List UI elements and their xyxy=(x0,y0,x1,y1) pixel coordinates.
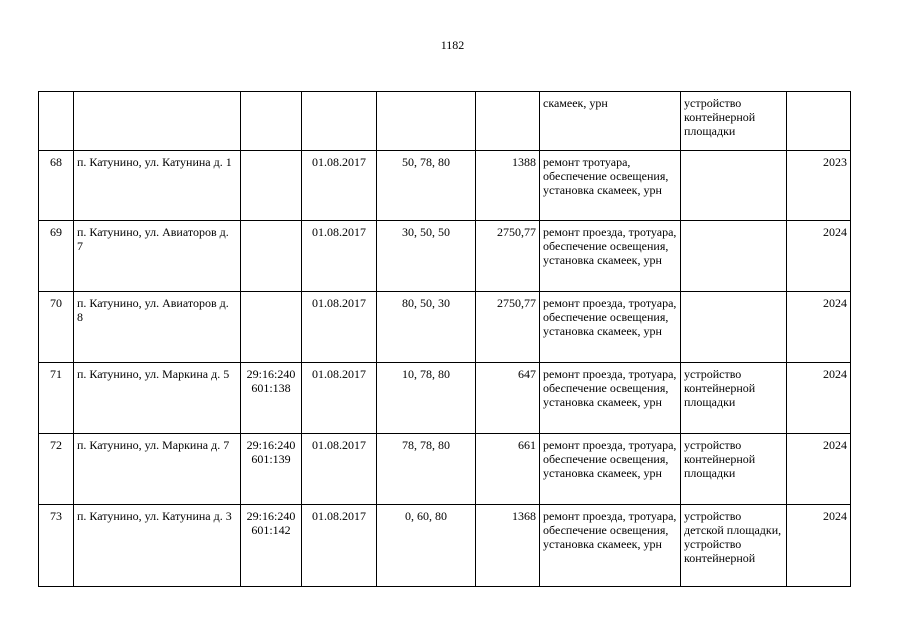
cell-params xyxy=(377,92,476,151)
cell-year: 2024 xyxy=(787,221,851,292)
cell-year xyxy=(787,92,851,151)
cell-params: 80, 50, 30 xyxy=(377,292,476,363)
cell-works: ремонт проезда, тротуара, обеспечение освещения, установка скамеек, урн xyxy=(540,363,681,434)
cell-area: 2750,77 xyxy=(476,221,540,292)
cell-area xyxy=(476,92,540,151)
cell-year: 2024 xyxy=(787,363,851,434)
cell-address: п. Катунино, ул. Авиаторов д. 8 xyxy=(74,292,241,363)
cell-address xyxy=(74,92,241,151)
table-row xyxy=(39,505,851,587)
cell-works: ремонт проезда, тротуара, обеспечение освещения, установка скамеек, урн xyxy=(540,434,681,505)
cell-num: 70 xyxy=(39,292,74,363)
cell-params: 50, 78, 80 xyxy=(377,151,476,221)
cell-cadastral xyxy=(241,92,302,151)
cell-works: ремонт тротуара, обеспечение освещения, установка скамеек, урн xyxy=(540,151,681,221)
cell-works: скамеек, урн xyxy=(540,92,681,151)
table-row-continuation xyxy=(39,92,851,151)
table-row xyxy=(39,363,851,434)
cell-date: 01.08.2017 xyxy=(302,151,377,221)
cell-params: 10, 78, 80 xyxy=(377,363,476,434)
cell-extra-works xyxy=(681,292,787,363)
cell-works: ремонт проезда, тротуара, обеспечение освещения, установка скамеек, урн xyxy=(540,292,681,363)
cell-extra-works xyxy=(681,221,787,292)
cell-date: 01.08.2017 xyxy=(302,363,377,434)
cell-address: п. Катунино, ул. Авиаторов д. 7 xyxy=(74,221,241,292)
cell-num: 68 xyxy=(39,151,74,221)
improvement-registry-table xyxy=(38,91,851,587)
cell-params: 30, 50, 50 xyxy=(377,221,476,292)
cell-date: 01.08.2017 xyxy=(302,292,377,363)
cell-num: 69 xyxy=(39,221,74,292)
cell-works: ремонт проезда, тротуара, обеспечение освещения, установка скамеек, урн xyxy=(540,505,681,587)
cell-extra-works: устройство контейнерной площадки xyxy=(681,434,787,505)
cell-cadastral: 29:16:240 601:139 xyxy=(241,434,302,505)
cell-works: ремонт проезда, тротуара, обеспечение освещения, установка скамеек, урн xyxy=(540,221,681,292)
cell-cadastral: 29:16:240 601:142 xyxy=(241,505,302,587)
cell-extra-works: устройство детской площадки, устройство контейнерной xyxy=(681,505,787,587)
cell-extra-works: устройство контейнерной площадки xyxy=(681,363,787,434)
cell-area: 1388 xyxy=(476,151,540,221)
cell-num xyxy=(39,92,74,151)
cell-cadastral: 29:16:240 601:138 xyxy=(241,363,302,434)
cell-cadastral xyxy=(241,221,302,292)
cell-date xyxy=(302,92,377,151)
cell-year: 2024 xyxy=(787,434,851,505)
cell-year: 2024 xyxy=(787,292,851,363)
cell-extra-works xyxy=(681,151,787,221)
cell-date: 01.08.2017 xyxy=(302,221,377,292)
cell-address: п. Катунино, ул. Маркина д. 5 xyxy=(74,363,241,434)
table-row xyxy=(39,151,851,221)
table-row xyxy=(39,221,851,292)
cell-date: 01.08.2017 xyxy=(302,505,377,587)
table-row xyxy=(39,434,851,505)
cell-num: 72 xyxy=(39,434,74,505)
cell-num: 73 xyxy=(39,505,74,587)
cell-address: п. Катунино, ул. Катунина д. 1 xyxy=(74,151,241,221)
cell-year: 2024 xyxy=(787,505,851,587)
cell-date: 01.08.2017 xyxy=(302,434,377,505)
cell-cadastral xyxy=(241,151,302,221)
cell-area: 2750,77 xyxy=(476,292,540,363)
cell-year: 2023 xyxy=(787,151,851,221)
cell-params: 0, 60, 80 xyxy=(377,505,476,587)
page-number: 1182 xyxy=(440,38,465,52)
cell-params: 78, 78, 80 xyxy=(377,434,476,505)
cell-num: 71 xyxy=(39,363,74,434)
cell-extra-works: устройство контейнерной площадки xyxy=(681,92,787,151)
cell-area: 1368 xyxy=(476,505,540,587)
cell-area: 661 xyxy=(476,434,540,505)
cell-address: п. Катунино, ул. Маркина д. 7 xyxy=(74,434,241,505)
table-row xyxy=(39,292,851,363)
cell-area: 647 xyxy=(476,363,540,434)
cell-address: п. Катунино, ул. Катунина д. 3 xyxy=(74,505,241,587)
cell-cadastral xyxy=(241,292,302,363)
